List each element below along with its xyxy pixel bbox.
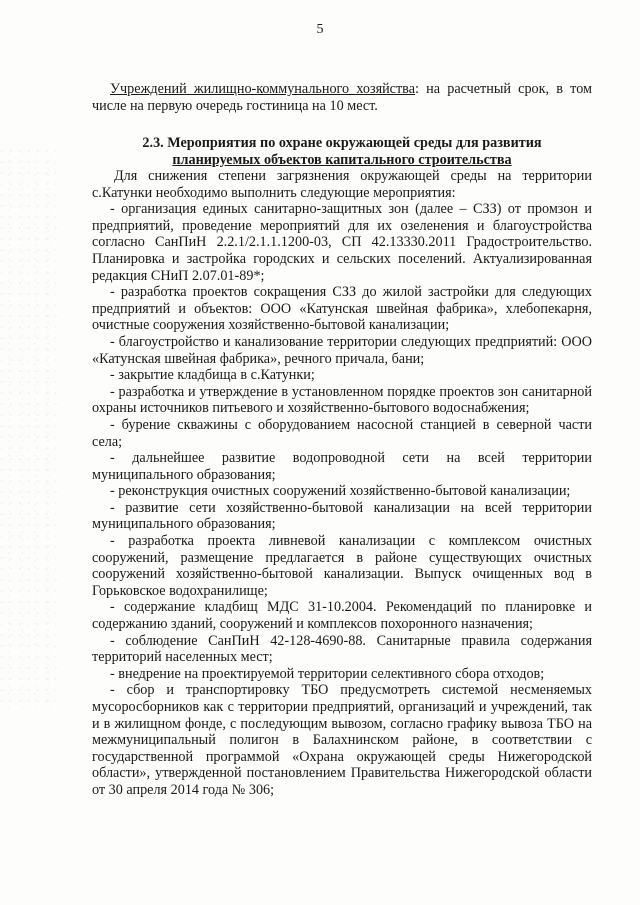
- page-number: 5: [316, 22, 324, 37]
- measure-item: - сбор и транспортировку ТБО предусмотреть системой несменяемых мусоросборников как с территории предприятий, организаций и учреждений, так и в жилищном фонде, с последующим вывозом, согласно графику вывоза ТБО на межмуниципальный полигон в Балахнинском районе, в соответствии с государственной программой «Охрана окружающей среды Нижегородской области», утвержденной постановлением Правительства Нижегородской области от 30 апреля 2014 года № 306;: [92, 682, 592, 798]
- measure-item: - благоустройство и канализование территории следующих предприятий: ООО «Катунская швейная фабрика», речного причала, бани;: [92, 333, 592, 367]
- measure-item: - соблюдение СанПиН 42-128-4690-88. Санитарные правила содержания территорий населенных мест;: [92, 632, 592, 666]
- section-heading-line-1: 2.3. Мероприятия по охране окружающей среды для развития: [142, 135, 542, 151]
- measure-item: - разработка и утверждение в установленном порядке проектов зон санитарной охраны источников питьевого и хозяйственно-бытового водоснабжения;: [92, 383, 592, 417]
- measure-item: - развитие сети хозяйственно-бытовой канализации на всей территории муниципального образования;: [92, 499, 592, 533]
- measure-item: - организация единых санитарно-защитных зон (далее – СЗЗ) от промзон и предприятий, проведение мероприятий для их озеленения и благоустройства согласно СанПиН 2.2.1/2.1.1.1200-03, СП 42.13330.2011 Градостроительство. Планировка и застройка городских и сельских поселений. Актуализированная редакция СНиП 2.07.01-89*;: [92, 201, 592, 284]
- measure-item: - закрытие кладбища в с.Катунки;: [110, 367, 315, 384]
- measure-item: - бурение скважины с оборудованием насосной станцией в северной части села;: [92, 416, 592, 450]
- lead-paragraph: Для снижения степени загрязнения окружающей среды на территории с.Катунки необходимо выполнить следующие мероприятия:: [92, 168, 592, 201]
- intro-underlined-term: Учреждений жилищно-коммунального хозяйства: [110, 81, 415, 97]
- section-heading-line-2: планируемых объектов капитального строительства: [172, 151, 512, 168]
- measure-item: - разработка проекта ливневой канализации с комплексом очистных сооружений, размещение предлагается в районе существующих очистных сооружений хозяйственно-бытовой канализации. Выпуск очищенных вод в Горьковское водохранилище;: [92, 533, 592, 599]
- scan-artifact: [0, 150, 60, 710]
- measure-item: - содержание кладбищ МДС 31-10.2004. Рекомендаций по планировке и содержанию зданий, сооружений и комплексов похоронного назначения;: [92, 599, 592, 633]
- measure-item: - дальнейшее развитие водопроводной сети на всей территории муниципального образования;: [92, 450, 592, 483]
- intro-paragraph: [92, 81, 592, 114]
- measure-item: - разработка проектов сокращения СЗЗ до жилой застройки для следующих предприятий и объектов: ООО «Катунская швейная фабрика», хлебопекарня, очистные сооружения хозяйственно-бытовой канализации;: [92, 284, 592, 334]
- measure-item: - внедрение на проектируемой территории селективного сбора отходов;: [110, 665, 545, 682]
- intro-text: : на расчетный срок, в том числе на первую очередь гостиница на 10 мест.: [92, 81, 592, 114]
- section-heading: [92, 135, 592, 168]
- section-body: [92, 168, 592, 799]
- measure-item: - реконструкция очистных сооружений хозяйственно-бытовой канализации;: [110, 483, 571, 500]
